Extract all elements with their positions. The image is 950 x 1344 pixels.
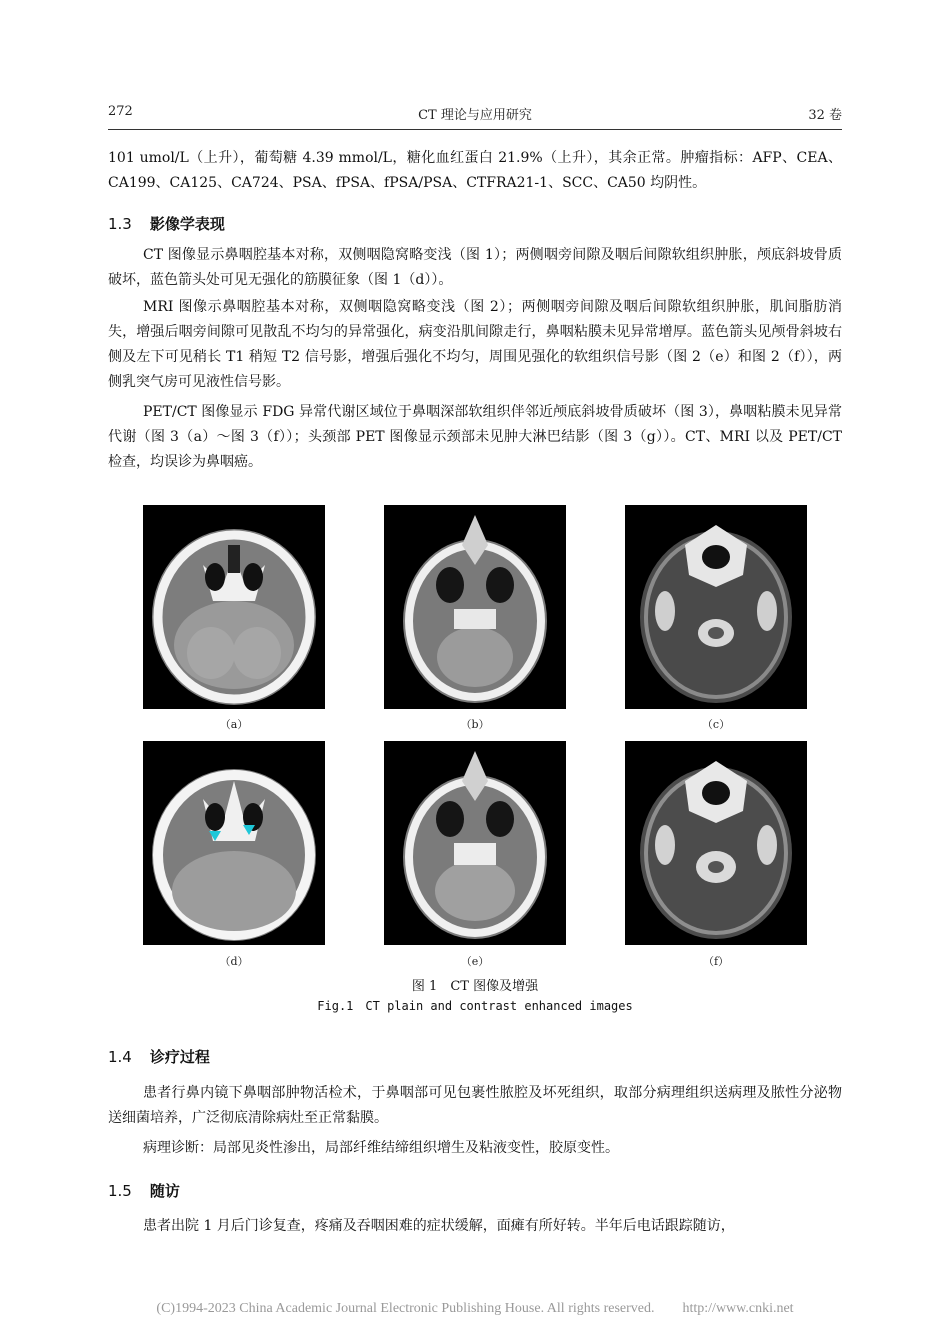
figure-caption-cn: 图 1 CT 图像及增强 [411, 979, 539, 994]
figure-caption-en: Fig.1 CT plain and contrast enhanced images [317, 999, 633, 1013]
ct-image-f [625, 741, 807, 945]
ct-image-d [143, 741, 325, 945]
paragraph-lab-results: 101 umol/L（上升），葡萄糖 4.39 mmol/L，糖化血红蛋白 21.9%（上升），其余正常。肿瘤指标：AFP、CEA、CA199、CA125、CA724、PSA、fPSA、fPSA/PSA、CTFRA21-1、SCC、CA50 均阴性。 [108, 150, 842, 191]
paragraph-pathology: 病理诊断：局部见炎性渗出，局部纤维结缔组织增生及粘液变性，胶原变性。 [143, 1140, 619, 1156]
ct-image-c [625, 505, 807, 709]
panel-label-e: （e） [460, 955, 490, 968]
paragraph-treatment: 患者行鼻内镜下鼻咽部肿物活检术，于鼻咽部可见包裹性脓腔及坏死组织，取部分病理组织送病理及脓性分泌物送细菌培养，广泛彻底清除病灶至正常黏膜。 [108, 1085, 842, 1126]
paragraph-petct: PET/CT 图像显示 FDG 异常代谢区域位于鼻咽深部软组织伴邻近颅底斜坡骨质破坏（图 3），鼻咽粘膜未见异常代谢（图 3（a）～图 3（f））；头颈部 PET 图像显示颈部未见肿大淋巴结影（图 3（g））。CT、MRI 以及 PET/CT 检查，均误诊为鼻咽癌。 [108, 404, 842, 470]
section-number: 1.3 [108, 215, 132, 233]
volume-label: 32 卷 [808, 108, 842, 123]
panel-label-d: （d） [219, 955, 249, 968]
journal-title: CT 理论与应用研究 [418, 108, 532, 123]
panel-label-f: （f） [702, 955, 730, 968]
section-heading-imaging [108, 213, 225, 234]
ct-image-a [143, 505, 325, 709]
ct-image-b [384, 505, 566, 709]
section-number: 1.4 [108, 1048, 132, 1066]
header-rule [108, 129, 842, 130]
copyright-footer: (C)1994-2023 China Academic Journal Electronic Publishing House. All rights reserved. http://www.cnki.net [156, 1301, 794, 1316]
paragraph-ct: CT 图像显示鼻咽腔基本对称，双侧咽隐窝略变浅（图 1）；两侧咽旁间隙及咽后间隙软组织肿胀，颅底斜坡骨质破坏，蓝色箭头处可见无强化的筋膜征象（图 1（d））。 [108, 247, 842, 288]
page-number: 272 [108, 104, 133, 119]
section-number: 1.5 [108, 1182, 132, 1200]
section-heading-followup [108, 1180, 180, 1201]
panel-label-c: （c） [701, 718, 731, 731]
section-title: 随访 [149, 1182, 180, 1200]
section-title: 诊疗过程 [149, 1048, 210, 1066]
panel-label-a: （a） [219, 718, 249, 731]
paragraph-mri: MRI 图像示鼻咽腔基本对称，双侧咽隐窝略变浅（图 2）；两侧咽旁间隙及咽后间隙软组织肿胀，肌间脂肪消失，增强后咽旁间隙可见散乱不均匀的异常强化，病变沿肌间隙走行，鼻咽粘膜未见异常增厚。蓝色箭头见颅骨斜坡右侧及左下可见稍长 T1 稍短 T2 信号影，增强后强化不均匀，周围见强化的软组织信号影（图 2（e）和图 2（f）），两侧乳突气房可见液性信号影。 [108, 299, 842, 390]
section-heading-treatment [108, 1046, 210, 1067]
paragraph-followup: 患者出院 1 月后门诊复查，疼痛及吞咽困难的症状缓解，面瘫有所好转。半年后电话跟踪随访， [143, 1218, 735, 1234]
ct-image-e [384, 741, 566, 945]
section-title: 影像学表现 [149, 215, 225, 233]
panel-label-b: （b） [460, 718, 490, 731]
running-header [108, 104, 842, 126]
